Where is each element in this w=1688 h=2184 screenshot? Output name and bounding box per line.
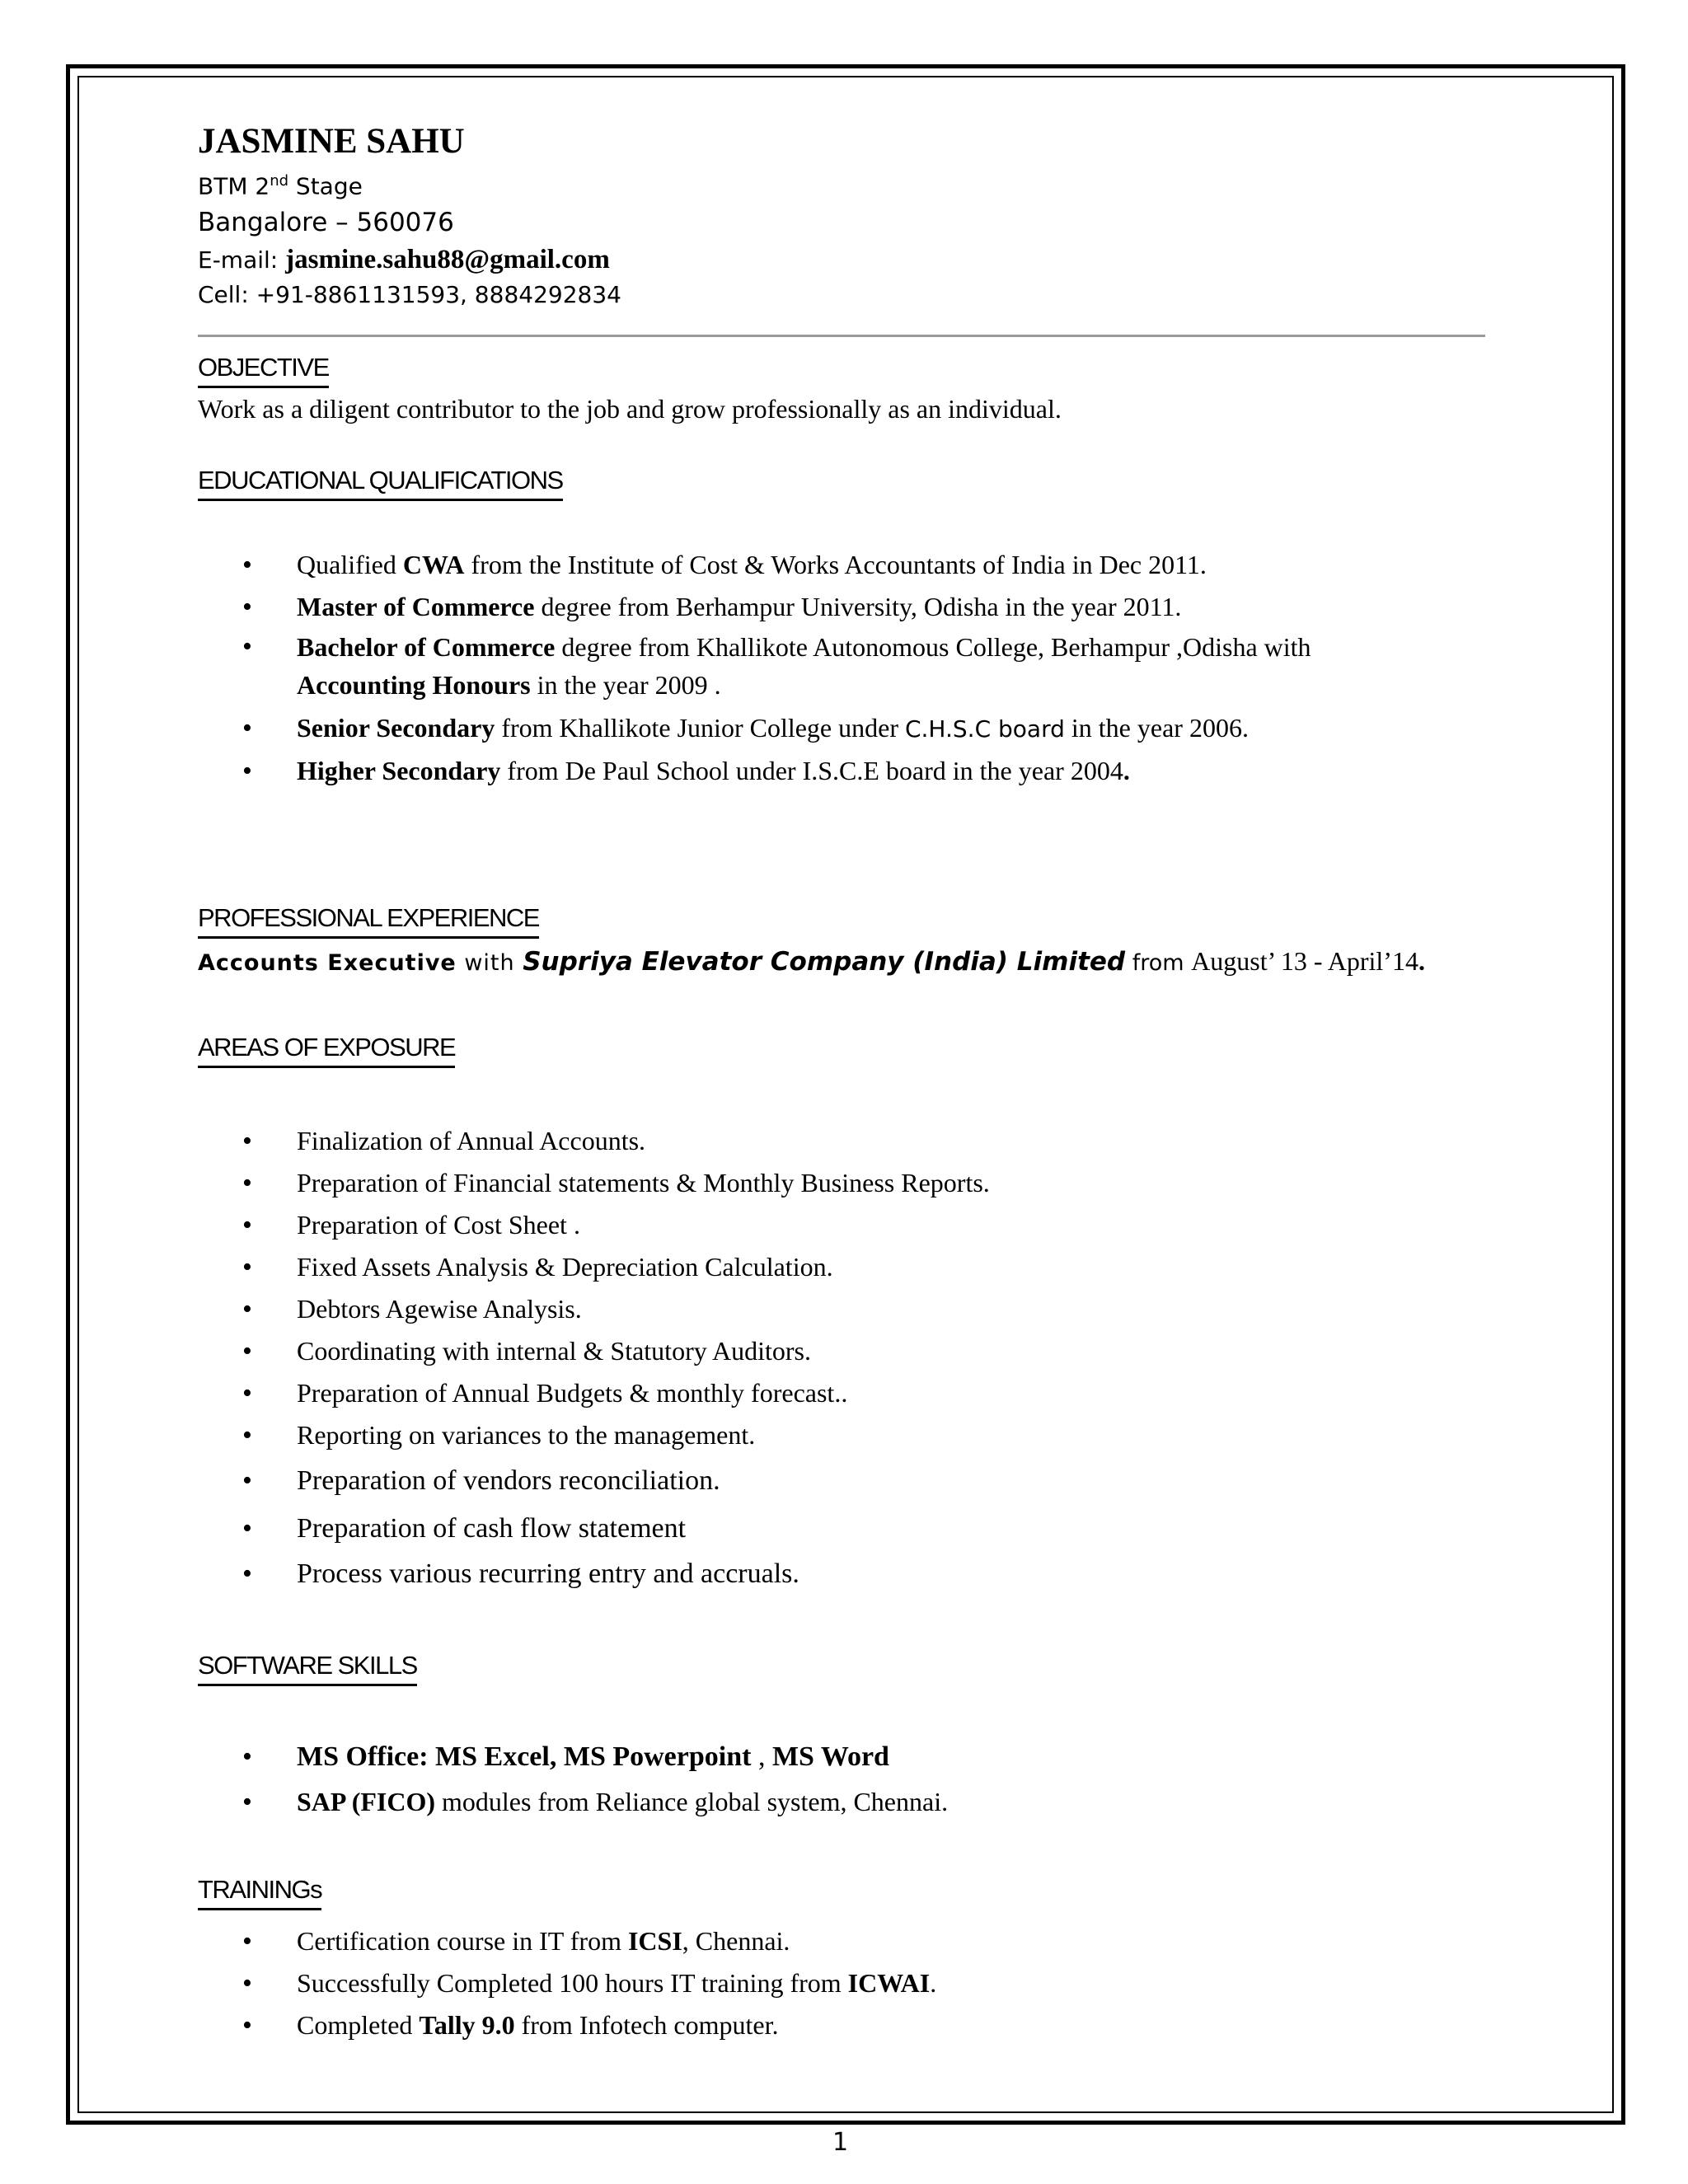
address-line-1: BTM 2nd Stage xyxy=(198,172,363,200)
email-line: E-mail: jasmine.sahu88@gmail.com xyxy=(198,245,610,275)
list-item: • Process various recurring entry and accruals. xyxy=(198,1551,1467,1596)
list-item: • Bachelor of Commerce degree from Khallikote Autonomous College, Berhampur ,Odisha with Accounting Honours in the year 2009 . xyxy=(198,628,1467,704)
experience-entry: Accounts Executive with Supriya Elevator Company (India) Limited from August’ 13 - April’14. xyxy=(198,946,1425,977)
resume-header xyxy=(198,124,1484,312)
list-item: • Senior Secondary from Khallikote Junior College under C.H.S.C board in the year 2006. xyxy=(198,707,1467,750)
list-item: • Debtors Agewise Analysis. xyxy=(198,1288,1467,1330)
software-list xyxy=(198,1734,1467,1825)
list-item: • Fixed Assets Analysis & Depreciation Calculation. xyxy=(198,1246,1467,1288)
cell-line: Cell: +91-8861131593, 8884292834 xyxy=(198,281,621,309)
email-address[interactable]: jasmine.sahu88@gmail.com xyxy=(285,245,610,275)
list-item: • Finalization of Annual Accounts. xyxy=(198,1120,1467,1162)
objective-heading: OBJECTIVE xyxy=(198,353,329,388)
cell-numbers: +91-8861131593, 8884292834 xyxy=(256,281,621,309)
list-item: • MS Office: MS Excel, MS Powerpoint , MS Word xyxy=(198,1734,1467,1779)
list-item: • Qualified CWA from the Institute of Cost & Works Accountants of India in Dec 2011. xyxy=(198,544,1467,586)
list-item: • Preparation of vendors reconciliation. xyxy=(198,1456,1467,1506)
list-item: • Higher Secondary from De Paul School under I.S.C.E board in the year 2004. xyxy=(198,750,1467,792)
list-item: • Completed Tally 9.0 from Infotech computer. xyxy=(198,2004,1467,2046)
list-item: • Preparation of cash flow statement xyxy=(198,1506,1467,1551)
list-item: • Master of Commerce degree from Berhampur University, Odisha in the year 2011. xyxy=(198,586,1467,628)
list-item: • Reporting on variances to the management. xyxy=(198,1414,1467,1456)
candidate-name: JASMINE SAHU xyxy=(198,122,465,161)
page-number: 1 xyxy=(832,2128,849,2157)
employment-period: August’ 13 - April’14 xyxy=(1191,946,1418,976)
trainings-list xyxy=(198,1920,1467,2046)
job-title: Accounts Executive xyxy=(198,950,457,976)
experience-heading: PROFESSIONAL EXPERIENCE xyxy=(198,903,539,939)
contact-block xyxy=(198,164,1484,312)
education-heading: EDUCATIONAL QUALIFICATIONS xyxy=(198,466,563,501)
list-item: • Certification course in IT from ICSI, Chennai. xyxy=(198,1920,1467,1962)
list-item: • Preparation of Cost Sheet . xyxy=(198,1204,1467,1246)
exposure-heading: AREAS OF EXPOSURE xyxy=(198,1033,455,1068)
objective-text: Work as a diligent contributor to the job and grow professionally as an individual. xyxy=(198,394,1062,424)
list-item: • Successfully Completed 100 hours IT training from ICWAI. xyxy=(198,1962,1467,2004)
list-item: • Preparation of Financial statements & Monthly Business Reports. xyxy=(198,1162,1467,1204)
company-name: Supriya Elevator Company (India) Limited xyxy=(523,947,1126,977)
list-item: • Preparation of Annual Budgets & monthly forecast.. xyxy=(198,1372,1467,1414)
list-item: • Coordinating with internal & Statutory Auditors. xyxy=(198,1330,1467,1372)
education-list xyxy=(198,544,1467,792)
trainings-heading: TRAININGs xyxy=(198,1875,321,1910)
software-heading: SOFTWARE SKILLS xyxy=(198,1651,417,1686)
list-item: • SAP (FICO) modules from Reliance global system, Chennai. xyxy=(198,1779,1467,1825)
exposure-list xyxy=(198,1120,1467,1596)
address-line-2: Bangalore – 560076 xyxy=(198,208,454,238)
header-divider xyxy=(198,335,1485,337)
